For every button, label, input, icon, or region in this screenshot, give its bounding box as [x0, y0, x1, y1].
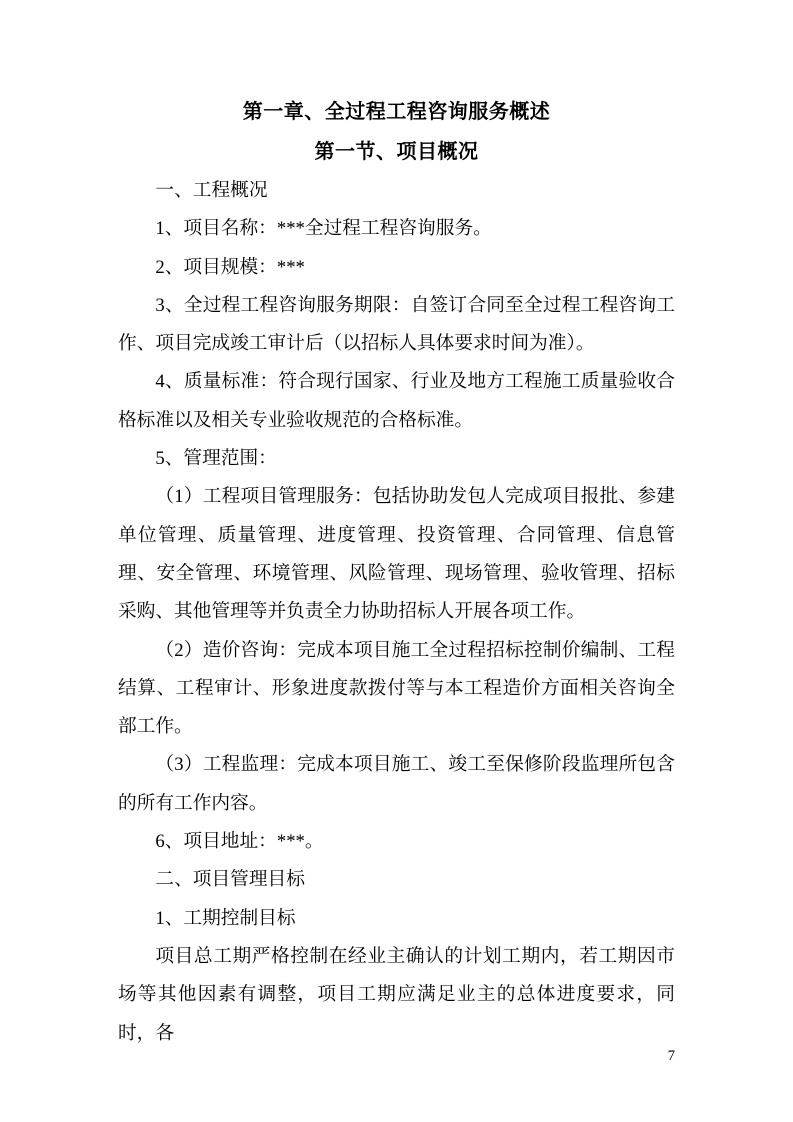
chapter-title: 第一章、全过程工程咨询服务概述: [242, 101, 551, 123]
page-content: [118, 92, 675, 1053]
section-title: 第一节、项目概况: [314, 141, 479, 163]
paragraph-service-period: 3、全过程工程咨询服务期限：自签订合同至全过程工程咨询工作、项目完成竣工审计后（以招标人具体要求时间为准）。: [118, 294, 675, 355]
paragraph-quality-standard: 4、质量标准：符合现行国家、行业及地方工程施工质量验收合格标准以及相关专业验收规范的合格标准。: [118, 371, 675, 431]
body-text: [118, 172, 675, 1053]
paragraph-management-goals-heading: 二、项目管理目标: [155, 869, 305, 891]
paragraph-project-address: 6、项目地址：***。: [155, 831, 324, 853]
paragraph-engineering-supervision: （3）工程监理：完成本项目施工、竣工至保修阶段监理所包含的所有工作内容。: [118, 754, 675, 814]
paragraph-project-name: 1、项目名称：***全过程工程咨询服务。: [155, 218, 492, 240]
paragraph-project-management-service: （1）工程项目管理服务：包括协助发包人完成项目报批、参建单位管理、质量管理、进度管理、投资管理、合同管理、信息管理、安全管理、环境管理、风险管理、现场管理、验收管理、招标采购、其他管理等并负责全力协助招标人开展各项工作。: [118, 486, 675, 623]
page-number: 7: [667, 1048, 675, 1064]
paragraph-cost-consulting: （2）造价咨询：完成本项目施工全过程招标控制价编制、工程结算、工程审计、形象进度款拨付等与本工程造价方面相关咨询全部工作。: [118, 639, 675, 738]
paragraph-schedule-control-heading: 1、工期控制目标: [155, 907, 296, 929]
paragraph-management-scope-heading: 5、管理范围：: [155, 448, 277, 470]
paragraph-schedule-control-body: 项目总工期严格控制在经业主确认的计划工期内，若工期因市场等其他因素有调整，项目工期应满足业主的总体进度要求，同时，各: [118, 945, 675, 1044]
paragraph-project-overview-heading: 一、工程概况: [155, 180, 268, 201]
paragraph-project-scale: 2、项目规模：***: [155, 256, 305, 278]
